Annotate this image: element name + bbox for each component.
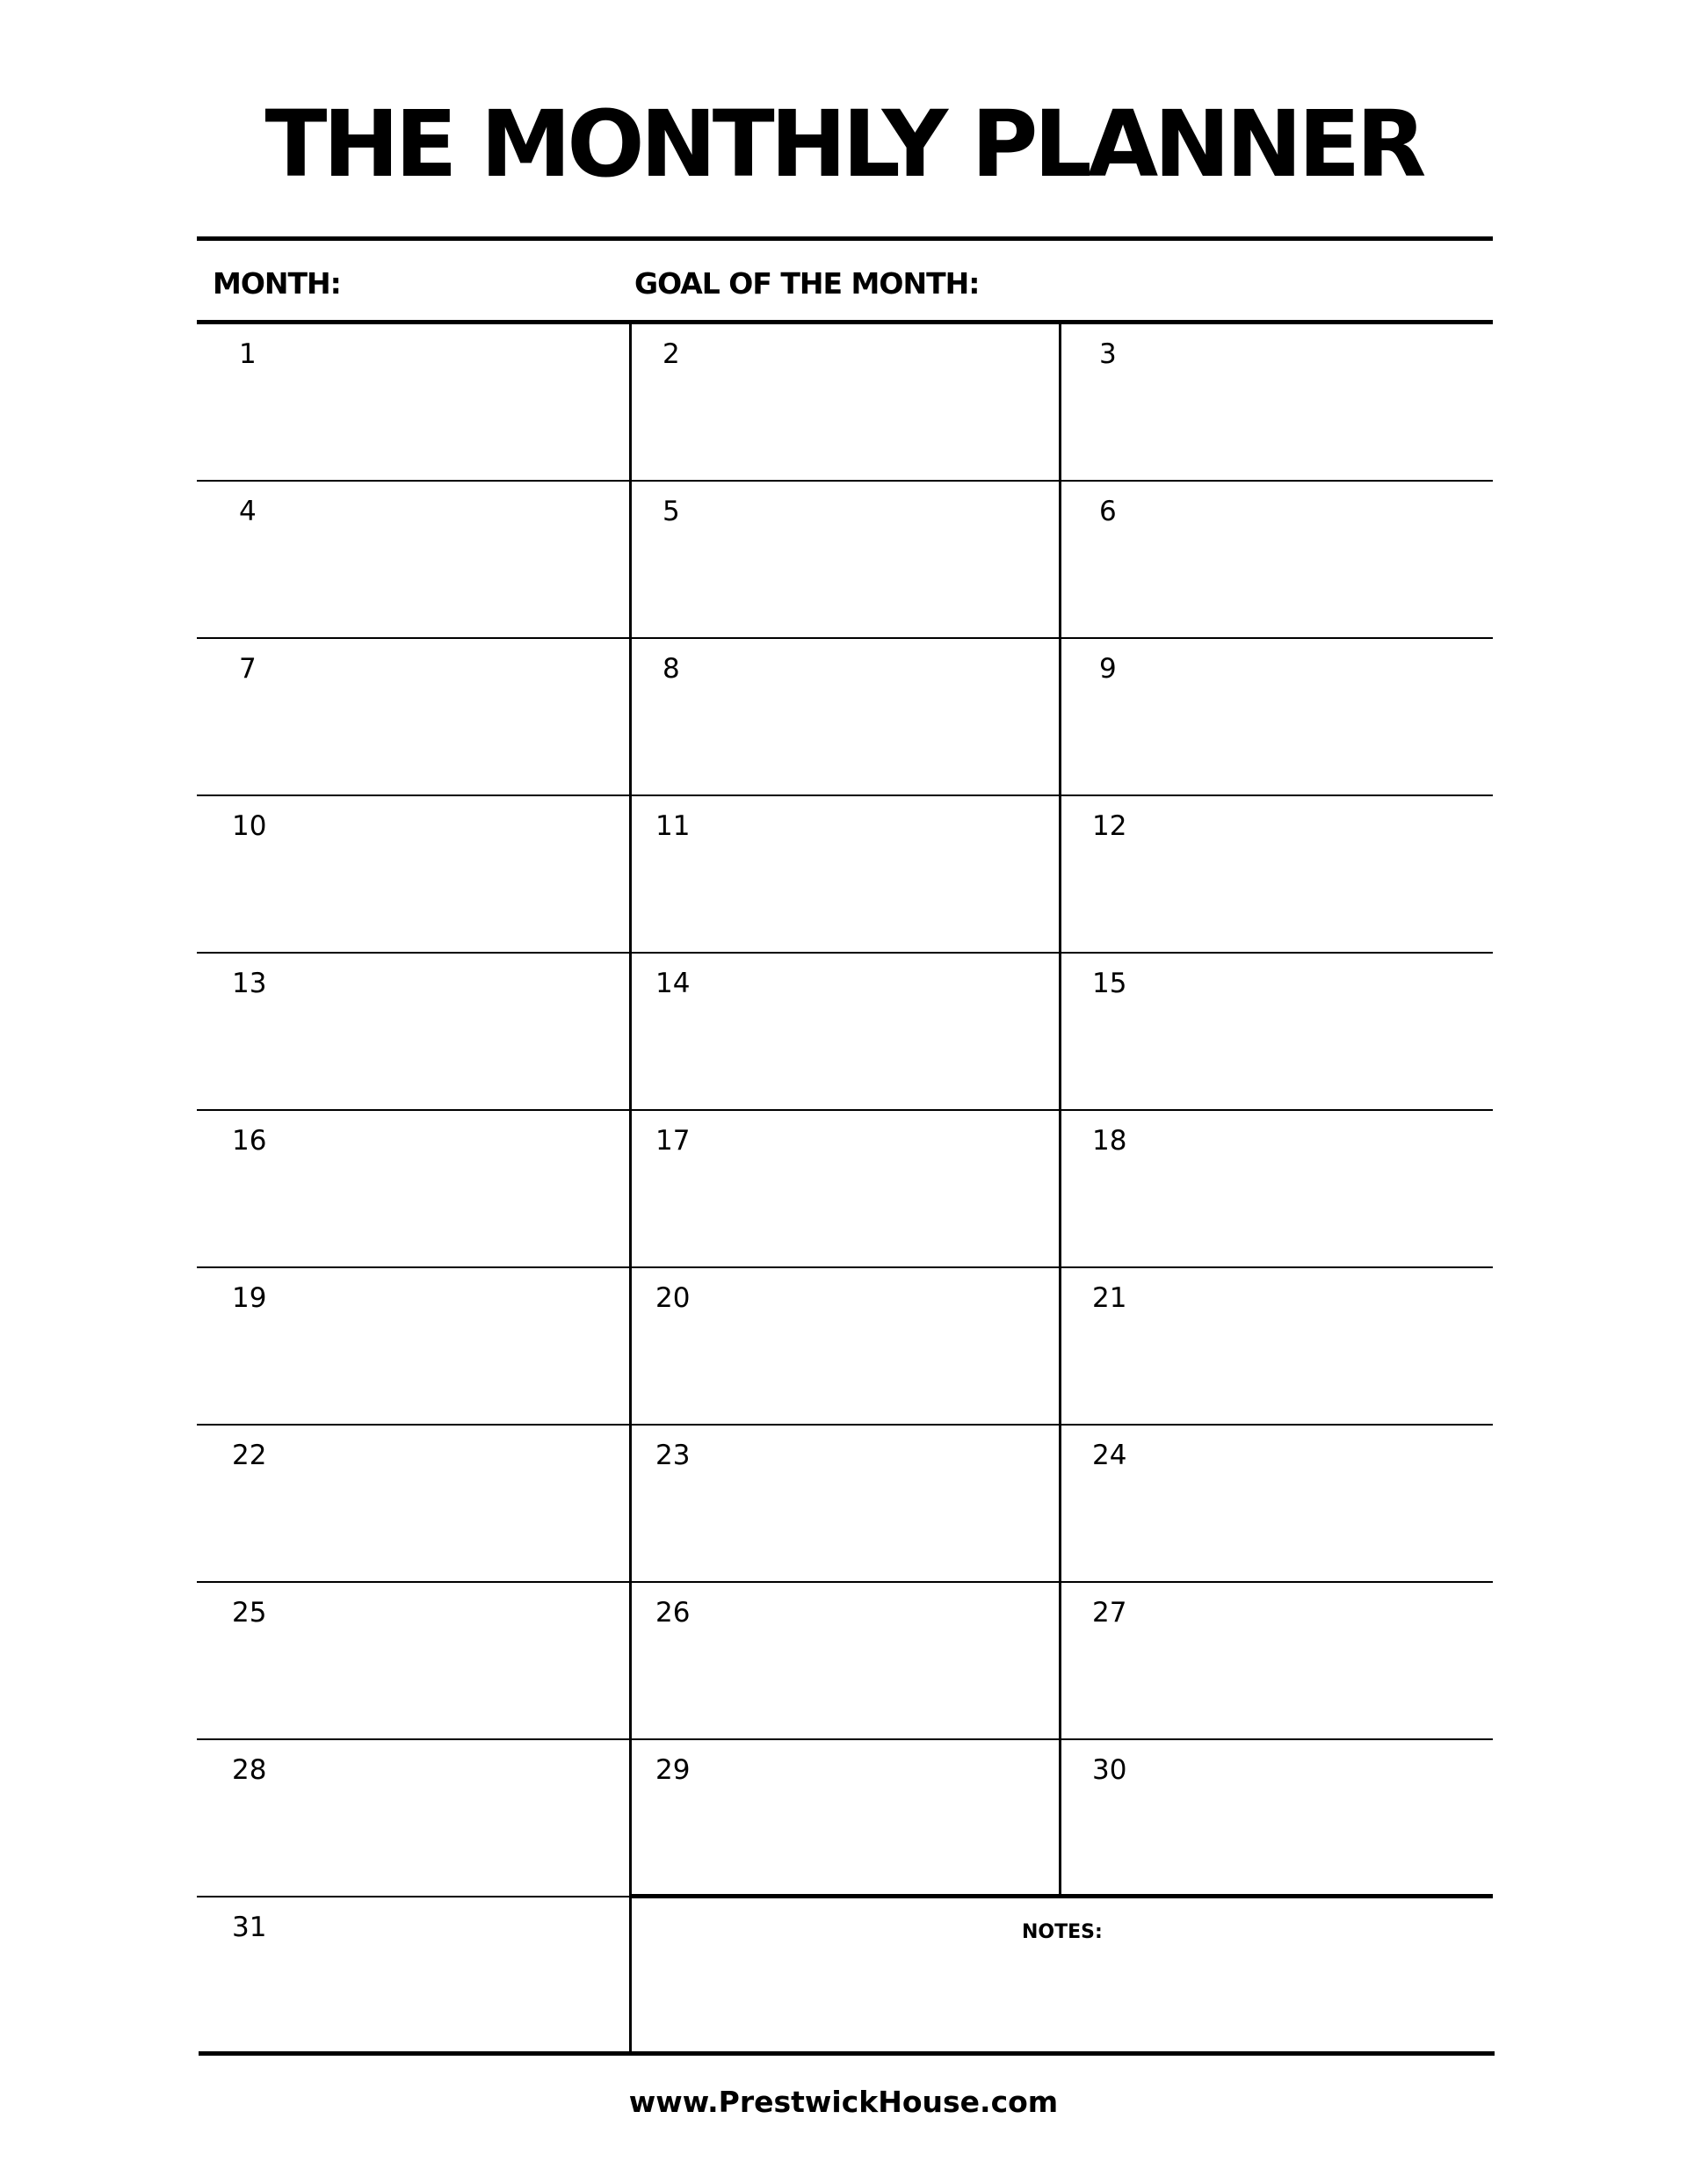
header-rule xyxy=(197,320,1493,324)
day-number: 23 xyxy=(655,1440,691,1471)
row-divider xyxy=(197,1266,1493,1268)
day-number: 10 xyxy=(232,810,267,842)
day-number: 2 xyxy=(662,338,680,370)
column-divider xyxy=(1059,323,1061,1896)
day-number: 26 xyxy=(655,1597,691,1629)
goal-label: GOAL OF THE MONTH: xyxy=(634,266,980,301)
day-number: 21 xyxy=(1092,1282,1127,1314)
row-divider xyxy=(197,637,1493,639)
day-number: 3 xyxy=(1099,338,1117,370)
row-divider xyxy=(197,1896,629,1897)
day-number: 25 xyxy=(232,1597,267,1629)
day-number: 18 xyxy=(1092,1125,1127,1157)
day-number: 20 xyxy=(655,1282,691,1314)
day-number: 27 xyxy=(1092,1597,1127,1629)
row-divider xyxy=(197,1581,1493,1583)
day-number: 28 xyxy=(232,1754,267,1786)
day-number: 17 xyxy=(655,1125,691,1157)
bottom-rule xyxy=(199,2051,1495,2056)
row-divider xyxy=(197,1738,1493,1740)
day-number: 11 xyxy=(655,810,691,842)
day-number: 9 xyxy=(1099,653,1117,685)
day-number: 6 xyxy=(1099,496,1117,527)
day-number: 19 xyxy=(232,1282,267,1314)
month-label: MONTH: xyxy=(213,266,341,301)
day-number: 22 xyxy=(232,1440,267,1471)
day-number: 24 xyxy=(1092,1440,1127,1471)
day-number: 12 xyxy=(1092,810,1127,842)
day-number: 16 xyxy=(232,1125,267,1157)
notes-label: NOTES: xyxy=(1022,1921,1103,1943)
day-number: 15 xyxy=(1092,968,1127,999)
day-number: 1 xyxy=(239,338,257,370)
day-number: 5 xyxy=(662,496,680,527)
page-title: THE MONTHLY PLANNER xyxy=(264,91,1423,198)
column-divider xyxy=(629,323,632,2051)
day-number: 13 xyxy=(232,968,267,999)
top-rule xyxy=(197,236,1493,241)
day-number: 7 xyxy=(239,653,257,685)
day-number: 31 xyxy=(232,1912,267,1943)
day-number: 14 xyxy=(655,968,691,999)
row-divider xyxy=(197,1109,1493,1111)
row-divider xyxy=(197,480,1493,482)
row-divider xyxy=(197,952,1493,954)
row-divider xyxy=(197,795,1493,796)
day-number: 30 xyxy=(1092,1754,1127,1786)
website-footer: www.PrestwickHouse.com xyxy=(628,2085,1059,2119)
row-divider xyxy=(197,1424,1493,1426)
day-number: 29 xyxy=(655,1754,691,1786)
day-number: 4 xyxy=(239,496,257,527)
day-number: 8 xyxy=(662,653,680,685)
